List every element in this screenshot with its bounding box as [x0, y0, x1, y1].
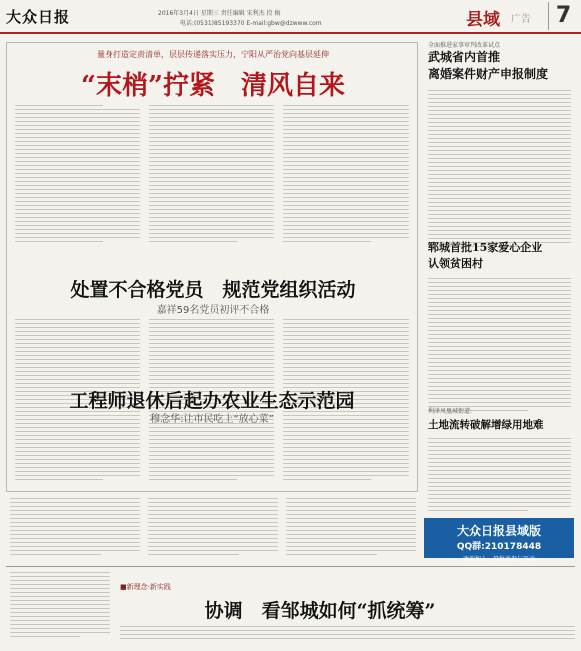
- article-column: [428, 278, 571, 418]
- article-column: [428, 90, 571, 250]
- right-column: [424, 34, 575, 554]
- second-story-subhead: 嘉祥59名党员初评不合格: [156, 305, 270, 316]
- top-story-headline: “末梢”拧紧 清风自来: [81, 71, 345, 101]
- edition-meta: 2016年3月4日 星期三 责任编辑 宋利杰 投 稿: [158, 10, 281, 17]
- article-column: [15, 105, 140, 245]
- newspaper-logo: 大众日报: [6, 8, 71, 26]
- article-column: [149, 105, 274, 245]
- top-story-kicker: 量身打造定责清单，层层传递落实压力，宁阳从严治党向基层延伸: [97, 50, 329, 59]
- right-headline-1b: 离婚案件财产申报制度: [428, 67, 549, 81]
- article-column: [10, 572, 110, 644]
- right-section-kicker: 全面推进家事审判改革试点: [428, 42, 501, 49]
- bottom-headline: 协调 看邹城如何“抓统筹”: [204, 600, 436, 622]
- right-headline-2a: 郓城首批15家爱心企业: [428, 241, 543, 254]
- article-column: [283, 105, 409, 245]
- article-column: [120, 626, 575, 646]
- contact-meta: 电话:(0531)85193370 E-mail:gbw@dzwww.com: [180, 20, 322, 27]
- right-headline-1a: 武城省内首推: [428, 50, 501, 64]
- article-column: [286, 498, 416, 560]
- article-column: [148, 498, 278, 560]
- divider: [6, 566, 575, 567]
- masthead: [0, 0, 581, 34]
- right-headline-3: 土地流转破解增绿用地难: [428, 419, 544, 431]
- promo-qq: QQ群:210178448: [456, 542, 542, 552]
- third-story-headline: 工程师退休后起办农业生态示范园: [69, 390, 355, 412]
- article-column: [10, 498, 140, 560]
- page-number: 7: [548, 2, 578, 30]
- second-story-headline: 处置不合格党员 规范党组织活动: [70, 279, 356, 301]
- promo-title: 大众日报县域版: [456, 524, 541, 538]
- article-column: [428, 438, 571, 514]
- third-story-subhead: 穆念华:让市民吃上“放心菜”: [150, 414, 274, 425]
- promo-banner: [424, 518, 574, 563]
- right-section-kicker-3: 利津凤凰城街道:: [428, 408, 473, 415]
- bottom-kicker: ■新理念·新实践: [120, 583, 171, 591]
- ad-label: 广告: [511, 14, 531, 25]
- section-title: 县域: [466, 10, 500, 30]
- promo-tagline: 欢迎加入，投稿并参与互动: [462, 556, 535, 563]
- right-headline-2b: 认领贫困村: [428, 257, 483, 270]
